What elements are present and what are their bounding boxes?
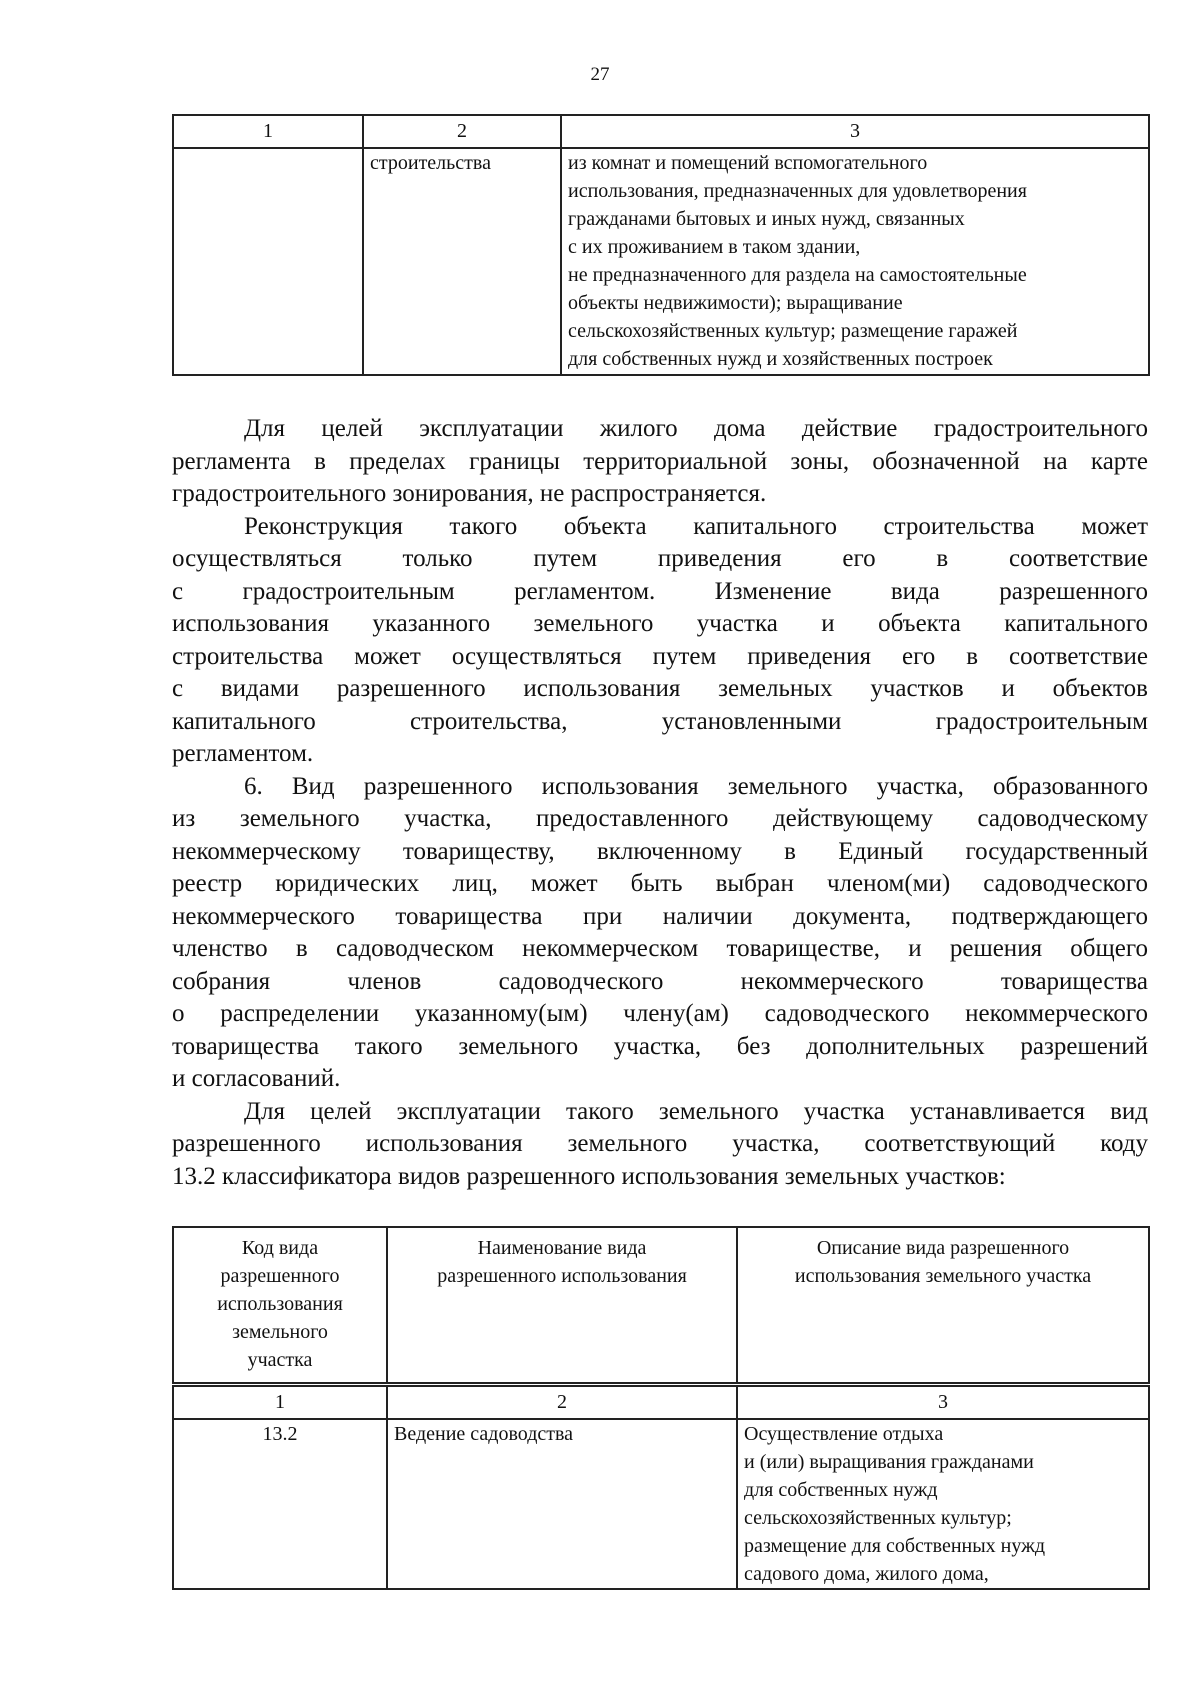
paragraph-line: использования указанного земельного участка и объекта капитального — [172, 610, 1148, 637]
paragraph-line: разрешенного использования земельного участка, соответствующий коду — [172, 1130, 1148, 1157]
paragraph-exploitation-plot — [172, 1096, 1148, 1194]
header-line: Наименование вида — [477, 1237, 647, 1259]
description-line: и (или) выращивания гражданами — [744, 1451, 1034, 1473]
column-number-2: 2 — [363, 115, 561, 148]
header-line: разрешенного — [220, 1265, 340, 1287]
header-line: земельного — [232, 1321, 328, 1343]
header-line: Описание вида разрешенного — [816, 1237, 1070, 1259]
table-cell-description — [737, 1419, 1149, 1589]
description-line: Осуществление отдыха — [744, 1423, 944, 1445]
paragraph-line: товарищества такого земельного участка, без дополнительных разрешений — [172, 1032, 1148, 1060]
table-cell-name: Ведение садоводства — [387, 1419, 737, 1589]
paragraph-line: некоммерческому товариществу, включенному в Единый государственный — [172, 837, 1148, 865]
paragraph-line: регламентом. — [172, 740, 314, 767]
description-line: использования, предназначенных для удовлетворения — [568, 180, 1027, 202]
paragraph-line: осуществляться только путем приведения его в соответствие — [172, 545, 1148, 572]
header-name — [387, 1227, 737, 1385]
column-number-2: 2 — [387, 1385, 737, 1420]
paragraph-line: собрания членов садоводческого некоммерческого товарищества — [172, 967, 1148, 995]
paragraph-line: строительства может осуществляться путем приведения его в соответствие — [172, 642, 1148, 670]
header-line: разрешенного использования — [437, 1265, 687, 1287]
table-header-numbers-row — [173, 115, 1149, 148]
column-number-3: 3 — [737, 1385, 1149, 1420]
paragraph-line: регламента в пределах границы территориальной зоны, обозначенной на карте — [172, 447, 1148, 475]
header-line: использования земельного участка — [794, 1265, 1092, 1287]
column-number-1: 1 — [173, 115, 363, 148]
table-cell-name: строительства — [363, 148, 561, 375]
description-line: объекты недвижимости); выращивание — [568, 292, 903, 314]
land-use-table — [172, 1226, 1150, 1590]
description-line: не предназначенного для раздела на самостоятельные — [568, 264, 1027, 286]
column-number-3: 3 — [561, 115, 1149, 148]
paragraph-line: Для целей эксплуатации жилого дома действие градостроительного — [244, 415, 1148, 442]
table-row — [173, 1419, 1149, 1589]
paragraph-line: Реконструкция такого объекта капитального строительства может — [244, 512, 1148, 540]
paragraph-line: членство в садоводческом некоммерческом товариществе, и решения общего — [172, 935, 1148, 962]
header-line: Код вида — [241, 1237, 319, 1259]
paragraph-line: 13.2 классификатора видов разрешенного использования земельных участков: — [172, 1162, 1006, 1190]
description-line: с их проживанием в таком здании, — [568, 236, 861, 258]
paragraph-line: 6. Вид разрешенного использования земельного участка, образованного — [244, 772, 1148, 800]
header-line: использования — [217, 1293, 343, 1315]
table-row — [173, 148, 1149, 375]
paragraph-line: с градостроительным регламентом. Изменение вида разрешенного — [172, 577, 1148, 605]
description-line: сельскохозяйственных культур; размещение гаражей — [568, 320, 1018, 342]
table-cell-code: 13.2 — [173, 1419, 387, 1589]
paragraph-line: о распределении указанному(ым) члену(ам) садоводческого некоммерческого — [172, 1000, 1148, 1027]
page-number: 27 — [590, 64, 610, 85]
description-line: для собственных нужд и хозяйственных построек — [568, 348, 993, 370]
description-line: садового дома, жилого дома, — [744, 1563, 989, 1585]
table-cell-code — [173, 148, 363, 375]
paragraph-line: градостроительного зонирования, не распространяется. — [172, 480, 767, 507]
header-code — [173, 1227, 387, 1385]
table-cell-description — [561, 148, 1149, 375]
description-line: гражданами бытовых и иных нужд, связанных — [568, 208, 965, 230]
description-line: для собственных нужд — [744, 1479, 938, 1501]
table-header-row — [173, 1227, 1149, 1385]
paragraph-line: реестр юридических лиц, может быть выбран членом(ми) садоводческого — [172, 870, 1148, 897]
paragraph-line: из земельного участка, предоставленного действующему садоводческому — [172, 805, 1148, 832]
description-line: из комнат и помещений вспомогательного — [568, 152, 928, 174]
paragraph-line: некоммерческого товарищества при наличии документа, подтверждающего — [172, 902, 1148, 930]
paragraph-reconstruction — [172, 511, 1148, 771]
description-line: сельскохозяйственных культур; — [744, 1507, 1012, 1529]
table-column-numbers-row — [173, 1385, 1149, 1420]
header-description — [737, 1227, 1149, 1385]
header-line: участка — [247, 1349, 313, 1371]
paragraph-line: капитального строительства, установленными градостроительным — [172, 707, 1148, 735]
paragraph-line: Для целей эксплуатации такого земельного участка устанавливается вид — [244, 1097, 1148, 1125]
description-line: размещение для собственных нужд — [744, 1535, 1046, 1557]
column-number-1: 1 — [173, 1385, 387, 1420]
paragraph-line: и согласований. — [172, 1065, 341, 1092]
continuation-table — [172, 114, 1150, 376]
paragraph-exploitation-house — [172, 413, 1148, 511]
paragraph-line: с видами разрешенного использования земельных участков и объектов — [172, 675, 1148, 702]
paragraph-item-6 — [172, 771, 1148, 1096]
body-text — [172, 413, 1148, 1193]
